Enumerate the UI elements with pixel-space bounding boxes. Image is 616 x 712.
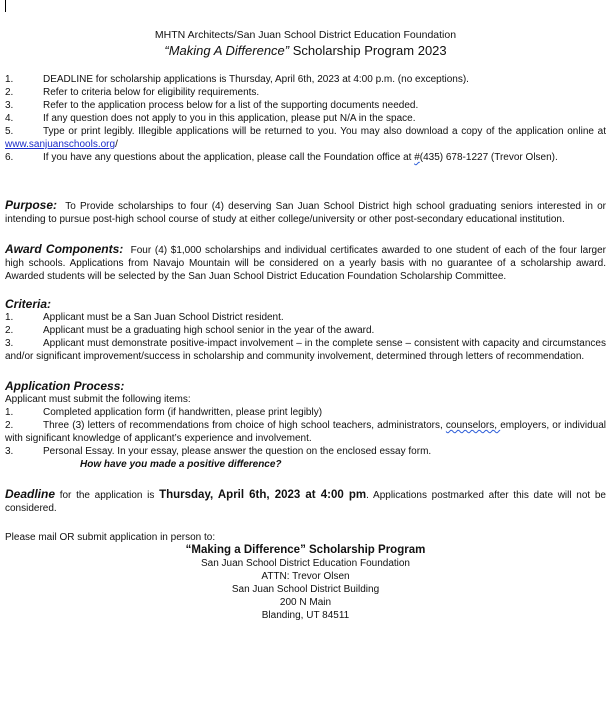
purpose-text: To Provide scholarships to four (4) deserving San Juan School District high school graduating seniors interested in or intending to pursue post-high school course of study at either college/university or other post-secondary educational institution.: [5, 201, 606, 225]
deadline-section: Deadline for the application is Thursday, April 6th, 2023 at 4:00 pm. Applications postmarked after this date will not be considered.: [5, 487, 606, 514]
list-item: 1. Applicant must be a San Juan School District resident.: [5, 312, 284, 323]
title-rest: Scholarship Program 2023: [289, 43, 447, 58]
foundation-name: San Juan School District Education Foundation: [200, 558, 410, 569]
deadline-heading: Deadline: [5, 487, 56, 501]
list-item: 3. Refer to the application process below for a list of the supporting documents needed.: [5, 100, 419, 111]
list-item: 1. Completed application form (if handwritten, please print legibly): [5, 407, 323, 418]
list-item: 1. DEADLINE for scholarship applications is Thursday, April 6th, 2023 at 4:00 p.m. (no exceptions).: [5, 74, 469, 85]
list-item: 6. If you have any questions about the application, please call the Foundation office at #(435) 678-1227 (Trevor Olsen).: [5, 152, 558, 163]
purpose-heading: Purpose:: [5, 198, 58, 212]
award-text: Four (4) $1,000 scholarships and individual certificates awarded to one student of each of the four larger high schools. Applications from Navajo Mountain will be considered on a yearly basis with no guarantee of a scholarship award. Awarded students will be selected by the San Juan School District Education Foundation Scholarship Committee.: [5, 245, 606, 282]
criteria-section: [5, 298, 606, 363]
list-item: 3. Personal Essay. In your essay, please answer the question on the enclosed essay form.: [5, 446, 432, 457]
website-link[interactable]: www.sanjuanschools.org: [5, 139, 116, 150]
mailing-intro: Please mail OR submit application in person to:: [5, 532, 216, 543]
street-address: 200 N Main: [279, 597, 332, 608]
document-page: [5, 0, 606, 622]
essay-question: How have you made a positive difference?: [80, 459, 282, 470]
page-title: [5, 43, 606, 58]
list-item: 5. Type or print legibly. Illegible applications will be returned to you. You may also download a copy of the application online at www.sanjuanschools.org/: [5, 126, 606, 150]
list-item: 2. Three (3) letters of recommendations from choice of high school teachers, administrators, counselors, employers, or individual with significant knowledge of applicant’s experience and involvement.: [5, 420, 606, 444]
list-item: 2. Applicant must be a graduating high school senior in the year of the award.: [5, 325, 375, 336]
building-name: San Juan School District Building: [231, 584, 380, 595]
list-item: 3. Applicant must demonstrate positive-impact involvement – in the complete sense – consistent with capacity and circumstances and/or significant improvement/success in scholarship and community involvement, determined through letters of recommendation.: [5, 338, 606, 362]
criteria-heading: Criteria:: [5, 297, 52, 311]
organization-line: MHTN Architects/San Juan School District Education Foundation: [154, 29, 457, 41]
mailing-address: [5, 544, 606, 622]
application-heading: Application Process:: [5, 379, 125, 393]
intro-list: [5, 73, 606, 164]
program-name: “Making a Difference” Scholarship Program: [185, 544, 426, 556]
spellcheck-mark: #: [414, 152, 420, 163]
list-item: 2. Refer to criteria below for eligibility requirements.: [5, 87, 260, 98]
application-section: [5, 380, 606, 471]
attention-line: ATTN: Trevor Olsen: [261, 571, 350, 582]
spellcheck-mark: counselors,: [445, 420, 501, 431]
title-italic: “Making A Difference”: [164, 43, 290, 58]
award-heading: Award Components:: [5, 242, 124, 256]
deadline-date: Thursday, April 6th, 2023 at 4:00 pm: [159, 489, 367, 501]
list-item: 4. If any question does not apply to you in this application, please put N/A in the space.: [5, 113, 416, 124]
city-state-zip: Blanding, UT 84511: [261, 610, 350, 621]
award-section: [5, 243, 606, 283]
purpose-section: [5, 199, 606, 226]
application-intro: Applicant must submit the following items:: [5, 394, 191, 405]
